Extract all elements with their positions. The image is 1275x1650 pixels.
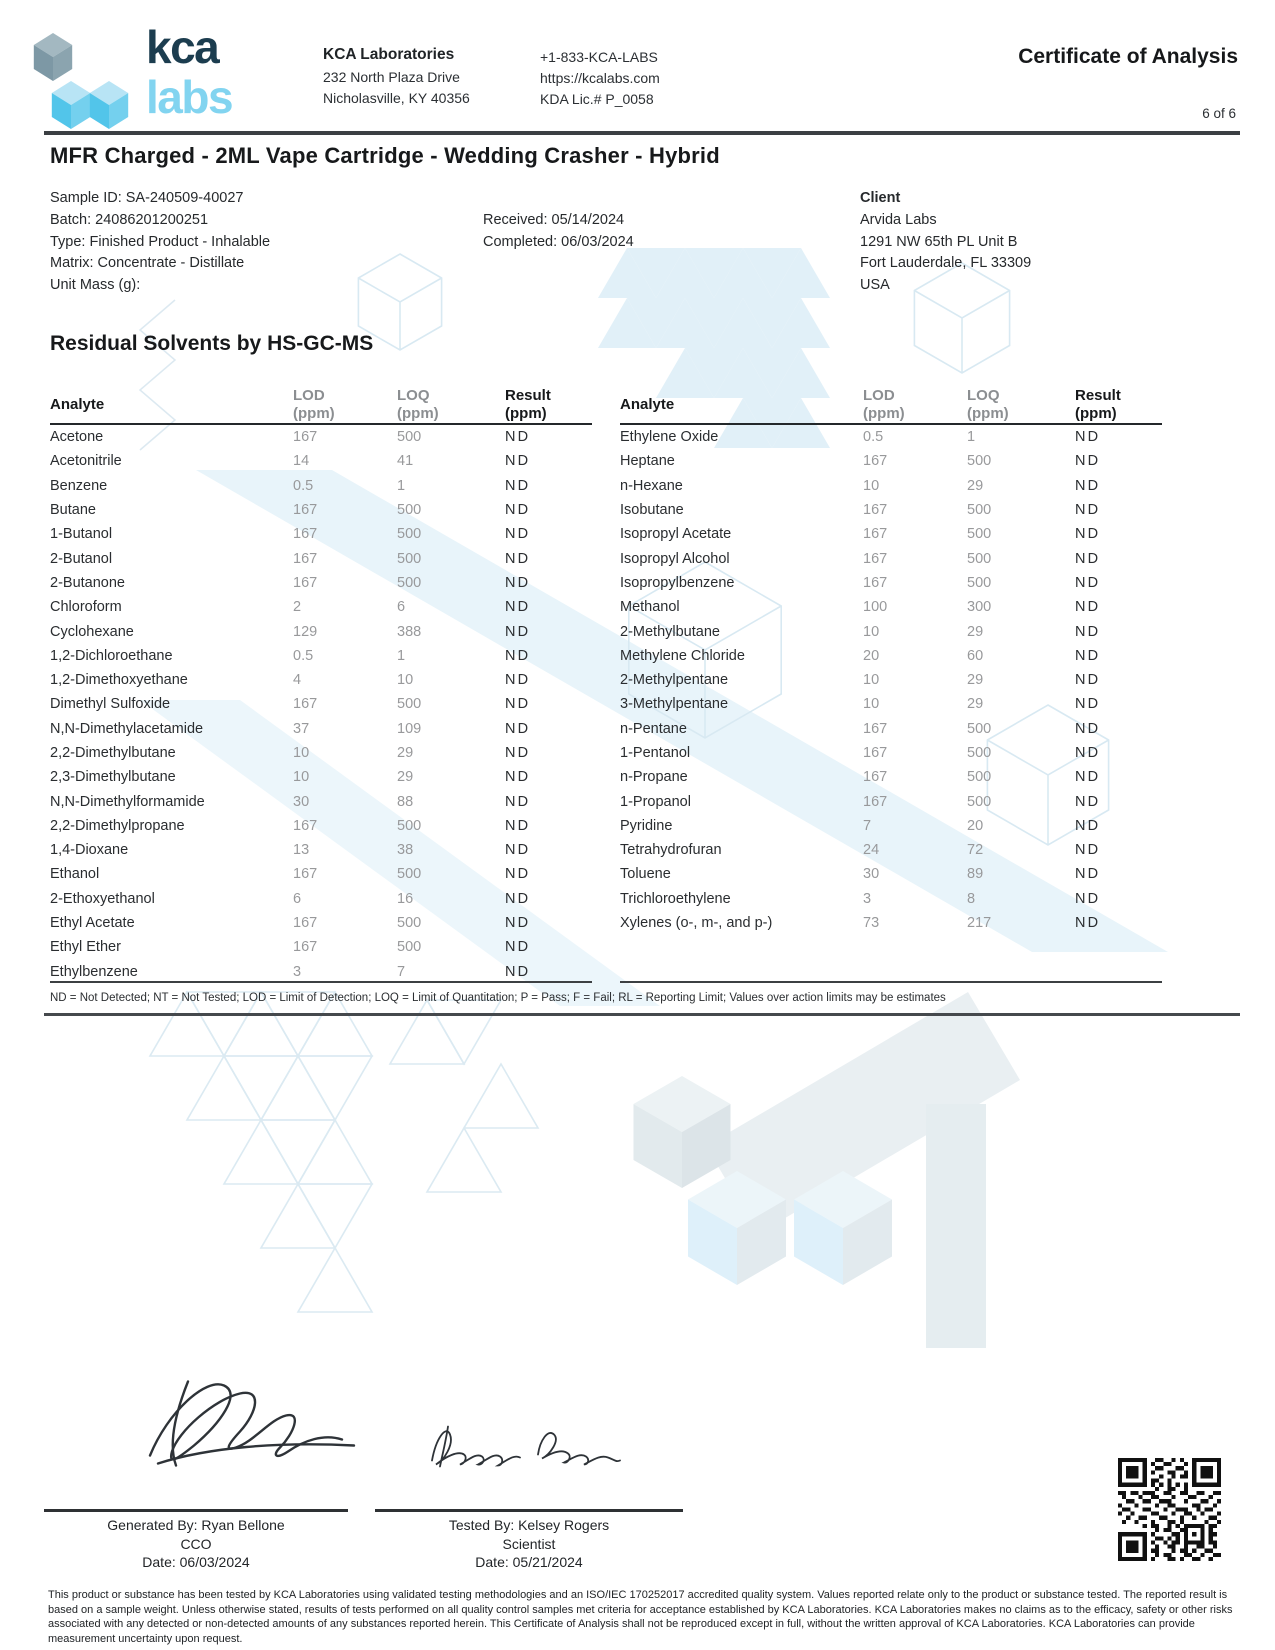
lod-cell: 167 — [863, 453, 888, 470]
loq-cell: 29 — [397, 769, 414, 786]
sample-unit-mass: Unit Mass (g): — [50, 277, 141, 294]
lab-address-line1: 232 North Plaza Drive — [323, 69, 460, 85]
analyte-cell: Isobutane — [620, 502, 684, 519]
lod-header — [863, 387, 967, 423]
result-cell: ND — [505, 939, 531, 956]
analyte-cell: 2-Ethoxyethanol — [50, 890, 155, 907]
loq-cell: 300 — [967, 599, 992, 616]
analyte-cell: Heptane — [620, 453, 675, 470]
lod-cell: 10 — [863, 696, 880, 713]
table-row — [620, 814, 1162, 838]
lod-cell: 167 — [293, 429, 318, 446]
result-cell: ND — [505, 720, 531, 737]
table-row — [620, 546, 1162, 570]
kelsey-rogers-signature — [420, 1388, 630, 1503]
table-row — [50, 838, 592, 862]
result-header-unit: (ppm) — [1075, 404, 1117, 422]
table-row — [620, 595, 1162, 619]
logo-labs-text: labs — [146, 71, 233, 123]
loq-cell: 500 — [397, 502, 422, 519]
lab-license: KDA Lic.# P_0058 — [540, 91, 654, 107]
signature-line-tested — [375, 1509, 683, 1512]
analyte-cell: Chloroform — [50, 599, 122, 616]
lod-cell: 129 — [293, 623, 318, 640]
analyte-cell: Acetone — [50, 429, 104, 446]
lab-website: https://kcalabs.com — [540, 70, 660, 86]
table-row — [620, 571, 1162, 595]
analyte-cell: Isopropyl Acetate — [620, 526, 732, 543]
table-row — [620, 717, 1162, 741]
loq-header — [967, 387, 1075, 423]
table-row — [50, 717, 592, 741]
lod-cell: 167 — [863, 745, 888, 761]
result-cell: ND — [505, 842, 531, 859]
table-row — [620, 789, 1162, 813]
lab-name: KCA Laboratories — [323, 46, 455, 63]
client-address2: Fort Lauderdale, FL 33309 — [860, 255, 1032, 272]
result-cell: ND — [505, 429, 531, 446]
loq-cell: 500 — [397, 429, 422, 446]
document-title: Certificate of Analysis — [1018, 45, 1238, 68]
result-cell: ND — [1075, 599, 1101, 616]
table-row — [50, 668, 592, 692]
lod-cell: 10 — [863, 477, 880, 494]
table-left-half — [50, 386, 592, 983]
loq-cell: 29 — [967, 696, 984, 713]
lod-cell: 100 — [863, 599, 888, 616]
loq-cell: 72 — [967, 842, 984, 859]
lod-cell: 20 — [863, 647, 880, 664]
lod-cell: 167 — [293, 939, 318, 956]
analyte-cell: 1,2-Dichloroethane — [50, 647, 173, 664]
table-row — [620, 911, 1162, 935]
analyte-cell: N,N-Dimethylacetamide — [50, 720, 204, 737]
analyte-cell: 2-Butanone — [50, 574, 125, 591]
analyte-cell: 1-Pentanol — [620, 745, 691, 761]
lod-cell: 24 — [863, 842, 880, 859]
lod-cell: 10 — [863, 623, 880, 640]
analyte-cell: Toluene — [620, 866, 671, 883]
result-cell: ND — [505, 769, 531, 786]
loq-cell: 500 — [967, 550, 992, 567]
analyte-cell: n-Pentane — [620, 720, 687, 737]
lod-cell: 167 — [293, 574, 318, 591]
loq-cell: 500 — [967, 720, 992, 737]
analyte-cell: Methanol — [620, 599, 680, 616]
loq-header — [397, 387, 505, 423]
tested-by-block — [375, 1516, 683, 1572]
loq-cell: 38 — [397, 842, 414, 859]
table-row — [50, 692, 592, 716]
table-row — [50, 546, 592, 570]
kca-labs-logo — [146, 22, 232, 122]
lod-cell: 13 — [293, 842, 310, 859]
loq-header-unit: (ppm) — [967, 404, 1009, 422]
result-cell: ND — [505, 502, 531, 519]
loq-cell: 388 — [397, 623, 422, 640]
result-cell: ND — [1075, 817, 1101, 834]
table-row — [620, 449, 1162, 473]
ryan-bellone-signature — [128, 1342, 368, 1507]
analyte-cell: Ethanol — [50, 866, 100, 883]
loq-cell: 29 — [967, 477, 984, 494]
loq-cell: 16 — [397, 890, 414, 907]
table-right-half — [620, 386, 1162, 983]
analyte-cell: Cyclohexane — [50, 623, 134, 640]
result-cell: ND — [505, 963, 531, 980]
residual-solvents-table — [50, 386, 1162, 983]
lod-cell: 10 — [293, 745, 310, 761]
loq-header-unit: (ppm) — [397, 404, 439, 422]
table-row — [50, 498, 592, 522]
loq-cell: 500 — [397, 866, 422, 883]
result-cell: ND — [1075, 866, 1101, 883]
lab-info — [323, 44, 470, 109]
result-cell: ND — [505, 599, 531, 616]
table-row — [50, 765, 592, 789]
analyte-cell: 1,2-Dimethoxyethane — [50, 672, 188, 689]
qr-code — [1118, 1458, 1221, 1561]
completed-date: Completed: 06/03/2024 — [483, 233, 634, 250]
table-row — [620, 425, 1162, 449]
result-cell: ND — [1075, 453, 1101, 470]
table-row — [620, 619, 1162, 643]
table-row — [50, 935, 592, 959]
table-row — [50, 887, 592, 911]
sample-batch: Batch: 24086201200251 — [50, 211, 209, 228]
client-country: USA — [860, 277, 890, 294]
table-row — [50, 741, 592, 765]
lod-cell: 14 — [293, 453, 310, 470]
result-cell: ND — [505, 672, 531, 689]
client-name: Arvida Labs — [860, 211, 937, 228]
analyte-cell: 1-Propanol — [620, 793, 691, 810]
lod-cell: 167 — [293, 502, 318, 519]
loq-cell: 500 — [967, 574, 992, 591]
lod-cell: 167 — [863, 550, 888, 567]
lod-cell: 167 — [293, 526, 318, 543]
loq-cell: 41 — [397, 453, 414, 470]
tested-by: Tested By: Kelsey Rogers — [448, 1517, 610, 1533]
analyte-header: Analyte — [50, 395, 105, 413]
lod-header — [293, 387, 397, 423]
generated-by: Generated By: Ryan Bellone — [107, 1517, 285, 1533]
loq-cell: 500 — [397, 915, 422, 932]
lod-header-unit: (ppm) — [863, 404, 905, 422]
table-row — [50, 862, 592, 886]
lod-cell: 30 — [293, 793, 310, 810]
result-cell: ND — [505, 647, 531, 664]
signature-line-generated — [44, 1509, 348, 1512]
lab-address-line2: Nicholasville, KY 40356 — [323, 90, 470, 106]
lod-header-unit: (ppm) — [293, 404, 335, 422]
analyte-cell: Ethylene Oxide — [620, 429, 719, 446]
result-header — [1075, 387, 1162, 423]
sample-matrix: Matrix: Concentrate - Distillate — [50, 255, 245, 272]
analyte-cell: Butane — [50, 502, 96, 519]
generated-by-block — [44, 1516, 348, 1572]
lab-phone: +1-833-KCA-LABS — [540, 49, 658, 65]
loq-cell: 500 — [967, 502, 992, 519]
table-row — [50, 522, 592, 546]
lod-cell: 167 — [863, 526, 888, 543]
table-row — [620, 765, 1162, 789]
analyte-cell: n-Hexane — [620, 477, 683, 494]
table-row — [620, 741, 1162, 765]
result-cell: ND — [505, 915, 531, 932]
result-cell: ND — [505, 696, 531, 713]
analyte-cell: Ethyl Acetate — [50, 915, 135, 932]
result-cell: ND — [1075, 915, 1101, 932]
tested-role: Scientist — [502, 1535, 556, 1552]
loq-cell: 29 — [397, 745, 414, 761]
table-row — [50, 911, 592, 935]
loq-cell: 1 — [967, 429, 976, 446]
sample-id: Sample ID: SA-240509-40027 — [50, 190, 244, 206]
analyte-cell: Trichloroethylene — [620, 890, 731, 907]
result-cell: ND — [505, 550, 531, 567]
loq-cell: 109 — [397, 720, 422, 737]
lod-cell: 3 — [863, 890, 872, 907]
table-row — [50, 814, 592, 838]
lod-cell: 0.5 — [293, 647, 314, 664]
loq-cell: 500 — [397, 550, 422, 567]
lod-cell: 167 — [293, 550, 318, 567]
analyte-header: Analyte — [620, 395, 675, 413]
result-cell: ND — [505, 453, 531, 470]
analyte-cell: N,N-Dimethylformamide — [50, 793, 205, 810]
result-cell: ND — [1075, 502, 1101, 519]
client-address1: 1291 NW 65th PL Unit B — [860, 233, 1018, 250]
result-cell: ND — [505, 477, 531, 494]
result-header-label: Result — [1075, 386, 1121, 404]
sample-dates — [483, 210, 783, 254]
lod-cell: 4 — [293, 672, 302, 689]
sample-fields — [50, 188, 470, 297]
lod-cell: 167 — [293, 696, 318, 713]
loq-cell: 29 — [967, 623, 984, 640]
header-divider — [44, 131, 1240, 135]
generated-date: Date: 06/03/2024 — [142, 1554, 250, 1570]
loq-header-label: LOQ — [397, 386, 430, 404]
result-header-unit: (ppm) — [505, 404, 547, 422]
analyte-cell: 2-Methylpentane — [620, 672, 729, 689]
table-row — [620, 838, 1162, 862]
table-header — [50, 386, 592, 425]
loq-cell: 500 — [967, 526, 992, 543]
analyte-cell: 1,4-Dioxane — [50, 842, 129, 859]
table-row — [50, 619, 592, 643]
result-cell: ND — [1075, 550, 1101, 567]
lod-cell: 0.5 — [863, 429, 884, 446]
loq-cell: 7 — [397, 963, 406, 980]
result-cell: ND — [1075, 647, 1101, 664]
lod-cell: 10 — [863, 672, 880, 689]
received-date: Received: 05/14/2024 — [483, 211, 625, 228]
table-row — [620, 887, 1162, 911]
table-row — [50, 425, 592, 449]
analyte-cell: 1-Butanol — [50, 526, 113, 543]
result-cell: ND — [505, 793, 531, 810]
table-row — [620, 498, 1162, 522]
result-cell: ND — [1075, 672, 1101, 689]
result-cell: ND — [1075, 793, 1101, 810]
loq-cell: 500 — [397, 526, 422, 543]
result-cell: ND — [1075, 890, 1101, 907]
client-info — [860, 188, 1190, 297]
result-cell: ND — [505, 866, 531, 883]
loq-cell: 500 — [397, 817, 422, 834]
analyte-cell: Xylenes (o-, m-, and p-) — [620, 915, 773, 932]
lod-cell: 2 — [293, 599, 302, 616]
loq-header-label: LOQ — [967, 386, 1000, 404]
analyte-cell: Benzene — [50, 477, 108, 494]
lod-cell: 167 — [293, 866, 318, 883]
table-row — [50, 571, 592, 595]
product-title: MFR Charged - 2ML Vape Cartridge - Wedding Crasher - Hybrid — [50, 143, 720, 168]
table-row — [620, 644, 1162, 668]
lod-cell: 73 — [863, 915, 880, 932]
result-cell: ND — [1075, 526, 1101, 543]
analyte-cell: Dimethyl Sulfoxide — [50, 696, 171, 713]
result-cell: ND — [505, 745, 531, 761]
table-header — [620, 386, 1162, 425]
analyte-cell: Pyridine — [620, 817, 673, 834]
lod-header-label: LOD — [293, 386, 325, 404]
lod-cell: 167 — [863, 574, 888, 591]
lod-cell: 167 — [293, 915, 318, 932]
logo-kca-text: kca — [146, 21, 219, 73]
result-cell: ND — [1075, 477, 1101, 494]
lod-cell: 3 — [293, 963, 302, 980]
lod-cell: 167 — [863, 720, 888, 737]
lod-cell: 6 — [293, 890, 302, 907]
analyte-cell: Acetonitrile — [50, 453, 122, 470]
loq-cell: 500 — [967, 793, 992, 810]
analyte-cell: 2-Methylbutane — [620, 623, 720, 640]
lod-cell: 30 — [863, 866, 880, 883]
analyte-cell: n-Propane — [620, 769, 688, 786]
lod-cell: 10 — [293, 769, 310, 786]
analyte-cell: Isopropyl Alcohol — [620, 550, 730, 567]
loq-cell: 8 — [967, 890, 976, 907]
loq-cell: 500 — [397, 939, 422, 956]
lod-cell: 0.5 — [293, 477, 314, 494]
result-cell: ND — [1075, 745, 1101, 761]
analyte-cell: 2,2-Dimethylpropane — [50, 817, 185, 834]
result-cell: ND — [505, 526, 531, 543]
loq-cell: 29 — [967, 672, 984, 689]
loq-cell: 10 — [397, 672, 414, 689]
analyte-cell: 3-Methylpentane — [620, 696, 729, 713]
analyte-cell: 2,2-Dimethylbutane — [50, 745, 176, 761]
analyte-cell: Tetrahydrofuran — [620, 842, 722, 859]
lab-contact-info — [540, 47, 660, 110]
client-label: Client — [860, 190, 901, 206]
section-title: Residual Solvents by HS-GC-MS — [50, 332, 374, 355]
generated-role: CCO — [180, 1535, 212, 1552]
page-indicator: 6 of 6 — [1202, 106, 1236, 121]
loq-cell: 500 — [397, 574, 422, 591]
lod-cell: 37 — [293, 720, 310, 737]
loq-cell: 1 — [397, 477, 406, 494]
analyte-cell: Methylene Chloride — [620, 647, 745, 664]
solvent-rows-left — [50, 425, 592, 983]
result-cell: ND — [505, 623, 531, 640]
result-cell: ND — [1075, 574, 1101, 591]
table-row — [50, 960, 592, 983]
result-cell: ND — [505, 890, 531, 907]
result-cell: ND — [1075, 769, 1101, 786]
table-row — [620, 692, 1162, 716]
loq-cell: 20 — [967, 817, 984, 834]
solvent-rows-right — [620, 425, 1162, 935]
analyte-cell: Ethylbenzene — [50, 963, 138, 980]
analyte-cell: 2,3-Dimethylbutane — [50, 769, 176, 786]
result-header — [505, 387, 592, 423]
lod-cell: 167 — [293, 817, 318, 834]
table-row — [620, 862, 1162, 886]
analyte-cell: Isopropylbenzene — [620, 574, 735, 591]
result-cell: ND — [1075, 720, 1101, 737]
table-row — [50, 474, 592, 498]
lod-cell: 167 — [863, 769, 888, 786]
table-row — [50, 789, 592, 813]
result-cell: ND — [1075, 842, 1101, 859]
lod-cell: 7 — [863, 817, 872, 834]
table-row — [620, 522, 1162, 546]
analyte-cell: Ethyl Ether — [50, 939, 121, 956]
loq-cell: 1 — [397, 647, 406, 664]
table-row — [620, 474, 1162, 498]
loq-cell: 60 — [967, 647, 984, 664]
lod-cell: 167 — [863, 502, 888, 519]
loq-cell: 88 — [397, 793, 414, 810]
lod-cell: 167 — [863, 793, 888, 810]
kca-logo-cubes-icon — [33, 30, 129, 134]
tested-date: Date: 05/21/2024 — [475, 1554, 583, 1570]
result-cell: ND — [505, 574, 531, 591]
lod-header-label: LOD — [863, 386, 895, 404]
disclaimer-text: This product or substance has been tested by KCA Laboratories using validated testing methodologies and an ISO/IEC 170252017 accredited quality system. Values reported relate only to the product or substance tested. The reported result is based on a sample weight. Unless otherwise stated, results of tests performed on all quality control samples met criteria for acceptance established by KCA Laboratories. KCA Laboratories makes no claims as to the efficacy, safety or other risks associated with any detected or non-detected amounts of any substances reported herein. This Certificate of Analysis shall not be reproduced except in full, without the written approval of KCA Laboratories. KCA Laboratories can provide measurement uncertainty upon request. — [48, 1589, 1233, 1645]
result-cell: ND — [1075, 696, 1101, 713]
result-header-label: Result — [505, 386, 551, 404]
result-cell: ND — [505, 817, 531, 834]
loq-cell: 89 — [967, 866, 984, 883]
result-cell: ND — [1075, 429, 1101, 446]
loq-cell: 500 — [397, 696, 422, 713]
table-row — [620, 668, 1162, 692]
table-row — [50, 449, 592, 473]
loq-cell: 500 — [967, 453, 992, 470]
sample-type: Type: Finished Product - Inhalable — [50, 233, 271, 250]
loq-cell: 217 — [967, 915, 992, 932]
table-row — [50, 644, 592, 668]
table-row — [50, 595, 592, 619]
result-cell: ND — [1075, 623, 1101, 640]
loq-cell: 6 — [397, 599, 406, 616]
loq-cell: 500 — [967, 769, 992, 786]
analyte-cell: 2-Butanol — [50, 550, 113, 567]
loq-cell: 500 — [967, 745, 992, 761]
table-footnote: ND = Not Detected; NT = Not Tested; LOD = Limit of Detection; LOQ = Limit of Quantitation; P = Pass; F = Fail; RL = Reporting Limit; Values over action limits may be estimates — [44, 986, 1240, 1016]
